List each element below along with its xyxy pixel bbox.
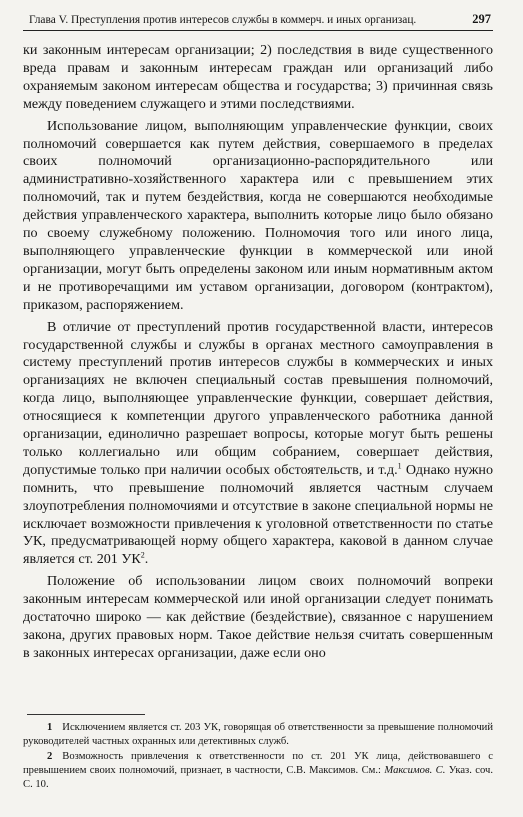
footnote-text: Возможность привлечения к ответственности по ст. 201 УК лица, действовавшего с превышением своих полномочий, признает, в частности, С.В. Максимов. См.:	[23, 750, 493, 776]
paragraph-text: Однако нужно помнить, что превышение полномочий является частным случаем злоупотребления полномочиями и отсутствие в законе специальной нормы не исключает возможности привлечения к уголовной ответственности по статье УК, предусматривающей норму общего характера, каковой в данном случае является ст. 201 УК	[23, 461, 493, 568]
footnote	[23, 750, 493, 793]
footnote-ref[interactable]: 1	[397, 461, 402, 471]
paragraph: Положение об использовании лицом своих полномочий вопреки законным интересам коммерческой или иной организации следует понимать достаточно широко — как действие (бездействие), связанное с нарушением закона, других правовых норм. Такое действие нельзя считать совершенным в законных интересах организации, даже если оно	[23, 573, 493, 661]
footnote	[23, 721, 493, 750]
main-text	[23, 42, 493, 663]
chapter-title: Глава V. Преступления против интересов службы в коммерч. и иных организац.	[29, 14, 417, 26]
paragraph-text: .	[144, 551, 149, 568]
footnote-mark: 2	[47, 750, 53, 762]
page-number: 297	[472, 12, 491, 26]
footnote-mark: 1	[47, 722, 53, 733]
footnote-divider	[27, 714, 145, 715]
paragraph	[23, 319, 493, 570]
footnote-text: Указ. соч. С. 10.	[23, 764, 493, 791]
running-header	[23, 12, 493, 31]
footnote-author: Максимов. С.	[384, 764, 446, 776]
paragraph: ки законным интересам организации; 2) последствия в виде существенного вреда правам и законным интересам граждан или организаций либо охраняемым законом интересам общества и государства; 3) причинная связь между поведением служащего и этими последствиями.	[23, 42, 493, 112]
footnote-ref[interactable]: 2	[140, 550, 145, 560]
paragraph-text: В отличие от преступлений против государственной власти, интересов государственной службы и службы в органах местного самоуправления в систему преступлений против интересов службы в коммерческих и иных организациях не включен специальный состав превышения полномочий, когда лицо, выполняющее управленческие функции, совершает действия, относящиеся к компетенции другого управленческого работника данной организации, единолично разрешает вопросы, которые могут быть решены только коллегиально или общим собранием, совершает действия, допустимые только при наличии особых обстоятельств, и т.д.	[23, 318, 493, 478]
footnote-text: Исключением является ст. 203 УК, говорящая об ответственности за превышение полномочий руководителей частных охранных или детективных служб.	[23, 722, 493, 748]
paragraph: Использование лицом, выполняющим управленческие функции, своих полномочий совершается как путем действия, совершаемого в пределах своих полномочий организационно-распорядительного или административно-хозяйственного характера или с превышением этих полномочий, так и путем бездействия, когда не совершаются необходимые действия управленческого характера, выполнить которые лицо было обязано по своему служебному положению. Полномочия того или иного лица, выполняющего управленческие функции в коммерческой или иной организации, могут быть определены законом или иным нормативным актом и не противоречащими им уставом организации, договором (контрактом), приказом, распоряжением.	[23, 117, 493, 313]
footnotes	[23, 714, 493, 792]
